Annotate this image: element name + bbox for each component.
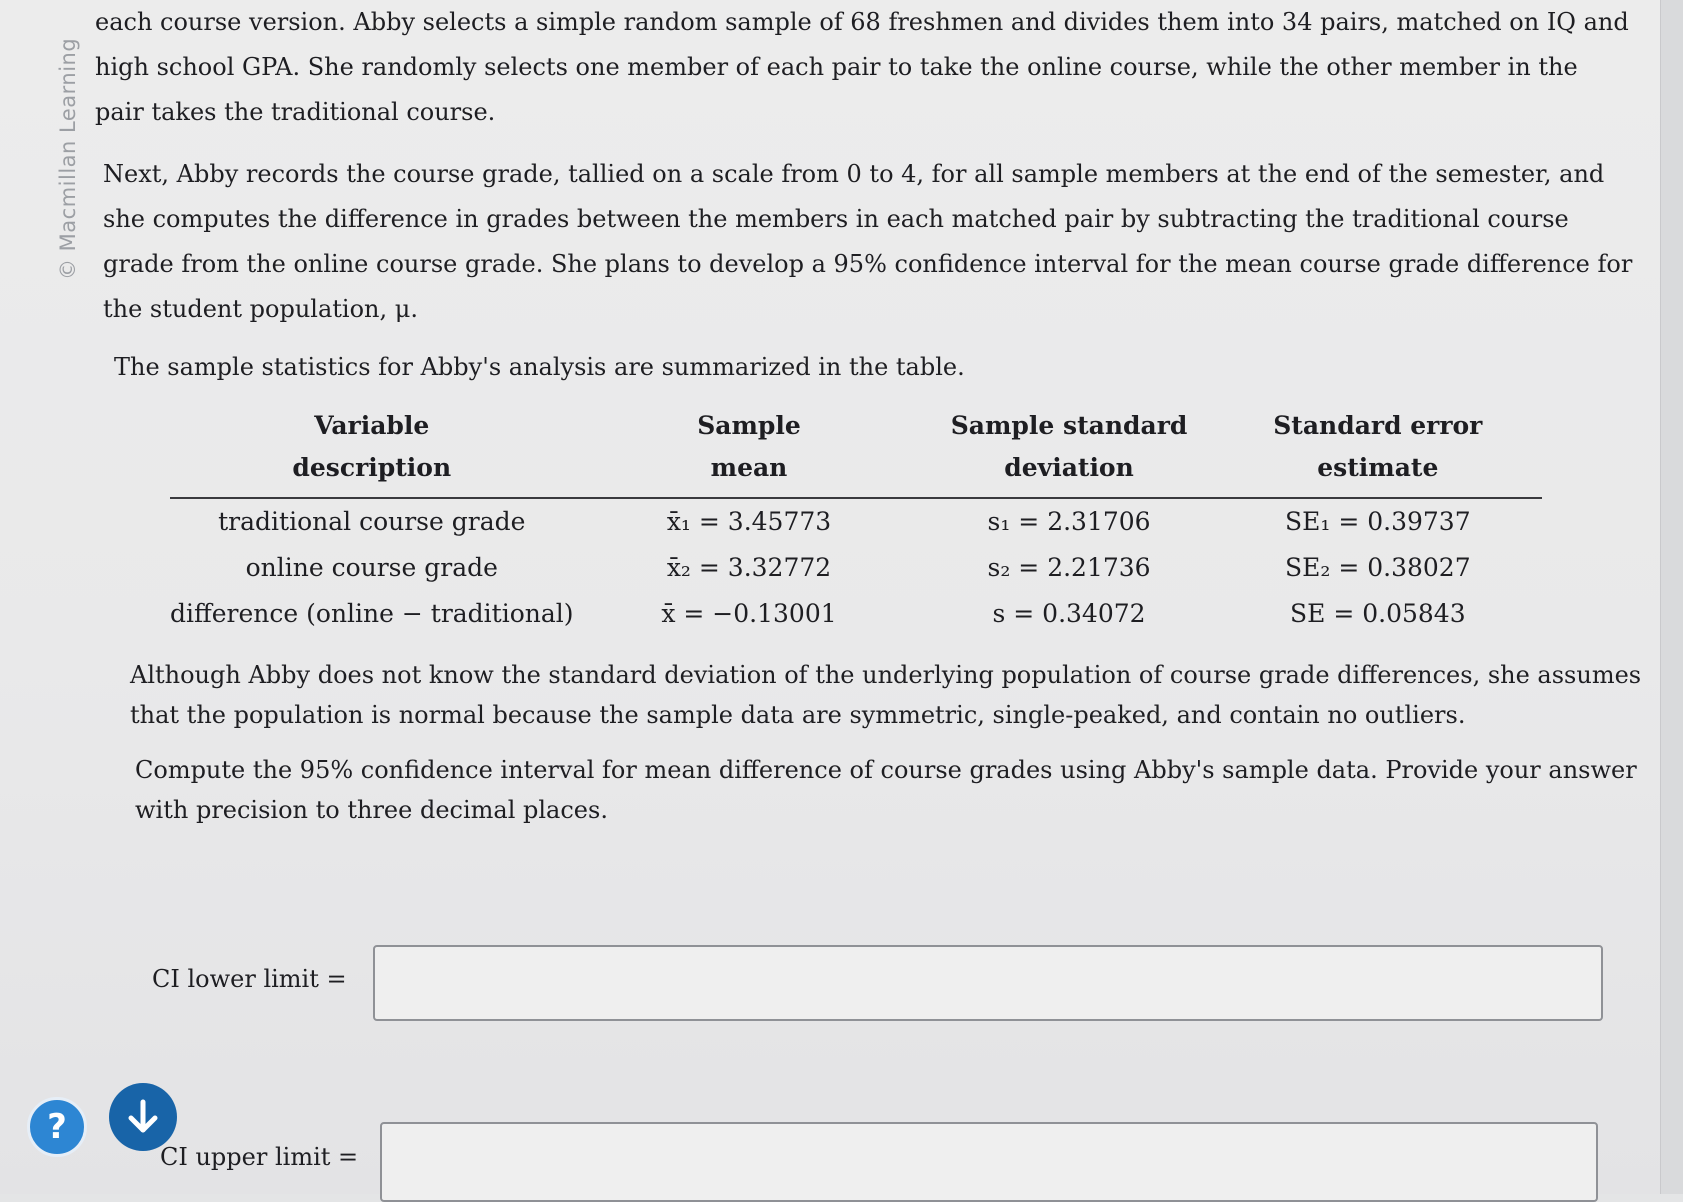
ci-upper-label: CI upper limit =	[160, 1143, 359, 1171]
question-icon: ?	[47, 1107, 67, 1147]
cell-se: SE₂ = 0.38027	[1284, 553, 1471, 582]
cell-se: SE = 0.05843	[1290, 599, 1466, 628]
arrow-down-icon	[123, 1097, 163, 1137]
paragraph-grade-difference: Next, Abby records the course grade, tallied on a scale from 0 to 4, for all sample members at the end of the semester, and she computes the difference in grades between the members in each matched pair by subtracting the traditional course grade from the online course grade. She plans to develop a 95% confidence interval for the mean course grade difference for the student population, μ.	[103, 160, 1633, 323]
cell-mean: x̄ = −0.13001	[661, 599, 837, 628]
paragraph-normality-assumption: Although Abby does not know the standard deviation of the underlying population of course grade differences, she assumes that the population is normal because the sample data are symmetric, single-peaked, and contain no outliers.	[130, 661, 1642, 729]
cell-mean: x̄₁ = 3.45773	[666, 507, 832, 536]
ci-lower-label: CI lower limit =	[152, 965, 347, 993]
table-row	[170, 498, 1542, 545]
header-sample-sd	[924, 405, 1213, 498]
cell-sd: s₂ = 2.21736	[987, 553, 1151, 582]
cell-description: traditional course grade	[218, 507, 526, 536]
header-variable-line2: description	[292, 453, 452, 482]
cell-sd: s = 0.34072	[992, 599, 1146, 628]
table-header-row	[170, 405, 1542, 498]
table-row	[170, 545, 1542, 591]
header-mean-line2: mean	[710, 453, 788, 482]
table-row	[170, 591, 1542, 637]
sample-statistics-table	[170, 405, 1542, 637]
paragraph-question-prompt: Compute the 95% confidence interval for mean difference of course grades using Abby's sample data. Provide your answer with precision to three decimal places.	[135, 756, 1637, 824]
cell-mean: x̄₂ = 3.32772	[666, 553, 832, 582]
header-sample-mean	[574, 405, 925, 498]
header-mean-line1: Sample	[697, 411, 801, 440]
paragraph-study-design: each course version. Abby selects a simple random sample of 68 freshmen and divides them into 34 pairs, matched on IQ and high school GPA. She randomly selects one member of each pair to take the online course, while the other member in the pair takes the traditional course.	[95, 8, 1629, 126]
cell-description: difference (online − traditional)	[170, 599, 574, 628]
header-sd-line1: Sample standard	[950, 411, 1188, 440]
header-standard-error	[1214, 405, 1542, 498]
header-se-line1: Standard error	[1273, 411, 1483, 440]
header-se-line2: estimate	[1317, 453, 1439, 482]
scrollbar-track[interactable]	[1660, 0, 1683, 1194]
cell-se: SE₁ = 0.39737	[1284, 507, 1471, 536]
header-variable-line1: Variable	[314, 411, 430, 440]
ci-lower-input[interactable]	[373, 945, 1603, 1021]
help-button[interactable]	[27, 1097, 87, 1157]
cell-description: online course grade	[245, 553, 498, 582]
header-variable-description	[170, 405, 574, 498]
copyright-watermark: © Macmillan Learning	[56, 37, 80, 280]
cell-sd: s₁ = 2.31706	[987, 507, 1151, 536]
scroll-down-button[interactable]	[109, 1083, 177, 1151]
paragraph-table-intro: The sample statistics for Abby's analysis are summarized in the table.	[114, 353, 965, 381]
ci-upper-input[interactable]	[380, 1122, 1598, 1202]
header-sd-line2: deviation	[1004, 453, 1134, 482]
